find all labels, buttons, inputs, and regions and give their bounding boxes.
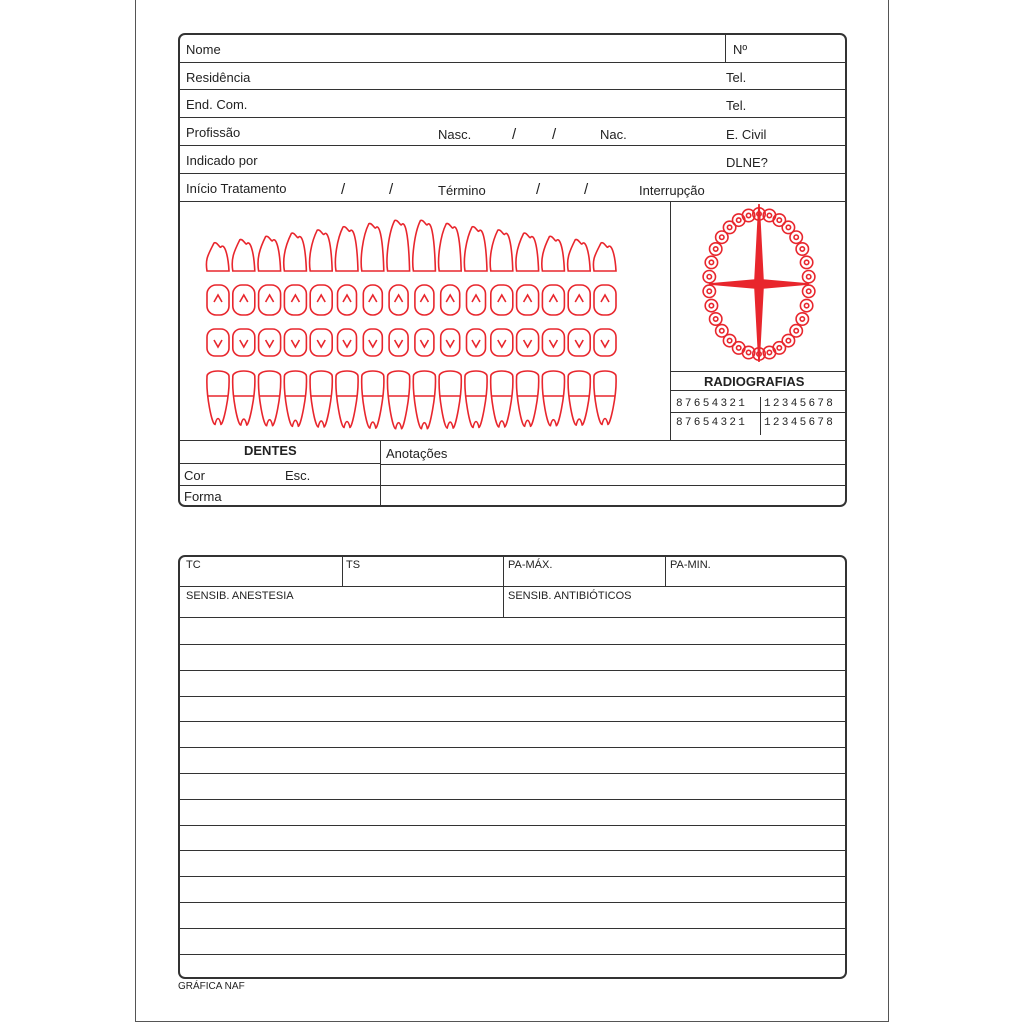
occlusal-groove [549, 295, 557, 302]
arch-tooth-center [727, 225, 731, 229]
lower-tooth-outline [542, 371, 564, 426]
exam-box [178, 555, 847, 979]
lower-tooth-outline [439, 371, 461, 428]
arch-tooth-center [709, 260, 713, 264]
lower-occlusal-outline [441, 329, 460, 356]
lower-occlusal-outline [415, 329, 434, 356]
arch-tooth [703, 271, 715, 283]
upper-tooth-outline [361, 223, 384, 271]
dentes-title: DENTES [244, 443, 297, 458]
occlusal-groove [291, 295, 299, 302]
occlusal-groove [369, 340, 377, 347]
occlusal-groove [343, 295, 351, 302]
upper-occlusal-outline [259, 285, 281, 315]
arch-tooth-center [707, 275, 711, 279]
arch-tooth-center [777, 218, 781, 222]
dlne-label: DLNE? [726, 155, 768, 170]
upper-occlusal-outline [389, 285, 408, 315]
patient-record-box [178, 33, 847, 507]
inicio-slash-1: / [341, 181, 346, 198]
anotacoes-label: Anotações [386, 446, 448, 461]
upper-occlusal-outline [441, 285, 460, 315]
arch-tooth [800, 299, 812, 311]
tel-residencia-label: Tel. [726, 70, 747, 85]
termino-slash-2: / [584, 181, 589, 198]
lower-tooth-outline [594, 371, 616, 425]
lower-tooth-outline [568, 371, 590, 425]
arch-tooth [710, 243, 722, 255]
upper-tooth-outline [490, 230, 513, 271]
upper-tooth-outline [206, 243, 229, 271]
cor-label: Cor [184, 468, 205, 483]
arch-tooth-center [714, 247, 718, 251]
lower-occlusal-outline [259, 329, 281, 356]
occlusal-groove [472, 340, 480, 347]
arch-tooth [796, 313, 808, 325]
upper-occlusal-outline [491, 285, 513, 315]
arch-tooth [800, 256, 812, 268]
nac-label: Nac. [600, 127, 627, 142]
occlusal-groove [395, 295, 403, 302]
lower-tooth-outline [387, 371, 409, 429]
indicado-por-label: Indicado por [186, 153, 258, 168]
arch-tooth [716, 325, 728, 337]
arch-tooth-center [794, 329, 798, 333]
lower-tooth-outline [310, 371, 332, 427]
lower-occlusal-outline [207, 329, 229, 356]
pa-min-label: PA-MIN. [670, 559, 711, 571]
arch-tooth-center [807, 275, 811, 279]
occlusal-groove [420, 295, 428, 302]
occlusal-groove [317, 295, 325, 302]
upper-occlusal-outline [568, 285, 590, 315]
occlusal-groove [601, 340, 609, 347]
e-civil-label: E. Civil [726, 127, 767, 142]
upper-occlusal-outline [233, 285, 255, 315]
lower-tooth-outline [491, 371, 513, 427]
radiografia-lower-right: 12345678 [764, 417, 836, 429]
end-com-label: End. Com. [186, 97, 248, 112]
arch-tooth-center [786, 225, 790, 229]
lower-tooth-outline [413, 371, 435, 429]
occlusal-groove [395, 340, 403, 347]
lower-tooth-outline [207, 371, 229, 425]
arch-tooth-center [794, 235, 798, 239]
arch-tooth [705, 299, 717, 311]
occlusal-groove [446, 340, 454, 347]
ts-label: TS [346, 559, 361, 571]
occlusal-groove [524, 295, 532, 302]
lower-occlusal-outline [389, 329, 408, 356]
arch-tooth-center [707, 289, 711, 293]
esc-label: Esc. [285, 468, 311, 483]
occlusal-groove [472, 295, 480, 302]
lower-tooth-outline [284, 371, 306, 426]
arch-tooth-center [807, 289, 811, 293]
nasc-slash-2: / [552, 126, 557, 143]
arch-tooth-center [804, 260, 808, 264]
upper-tooth-outline [439, 223, 462, 271]
occlusal-groove [420, 340, 428, 347]
arch-tooth-center [714, 317, 718, 321]
tc-label: TC [186, 559, 201, 571]
residencia-label: Residência [186, 70, 251, 85]
occlusal-groove [601, 295, 609, 302]
arch-tooth-center [737, 218, 741, 222]
upper-tooth-outline [232, 239, 255, 271]
upper-occlusal-outline [310, 285, 332, 315]
occlusal-groove [214, 340, 222, 347]
inicio-tratamento-label: Início Tratamento [186, 181, 287, 196]
lower-tooth-outline [233, 371, 255, 425]
arch-tooth [803, 271, 815, 283]
occlusal-groove [343, 340, 351, 347]
arch-tooth [703, 285, 715, 297]
upper-occlusal-outline [594, 285, 616, 315]
arch-tooth-center [720, 235, 724, 239]
forma-label: Forma [184, 489, 222, 504]
upper-tooth-outline [542, 236, 565, 271]
upper-tooth-outline [593, 243, 616, 271]
radiografia-upper-left: 87654321 [676, 398, 748, 410]
occlusal-groove [317, 340, 325, 347]
arch-tooth-center [746, 213, 750, 217]
printer-credit: GRÁFICA NAF [178, 981, 245, 992]
occlusal-groove [498, 295, 506, 302]
arch-tooth-center [804, 303, 808, 307]
sensib-anestesia-label: SENSIB. ANESTESIA [186, 590, 294, 602]
arch-tooth-center [709, 303, 713, 307]
upper-occlusal-outline [363, 285, 382, 315]
lower-occlusal-outline [491, 329, 513, 356]
upper-tooth-outline [568, 239, 591, 271]
arch-tooth-center [737, 346, 741, 350]
nome-label: Nome [186, 42, 221, 57]
lower-occlusal-outline [363, 329, 382, 356]
lower-occlusal-outline [568, 329, 590, 356]
occlusal-groove [498, 340, 506, 347]
upper-occlusal-outline [467, 285, 486, 315]
lower-tooth-outline [516, 371, 538, 426]
sensib-antibioticos-label: SENSIB. ANTIBIÓTICOS [508, 590, 632, 602]
arch-tooth-center [767, 350, 771, 354]
lower-occlusal-outline [284, 329, 306, 356]
upper-occlusal-outline [517, 285, 539, 315]
lower-occlusal-outline [594, 329, 616, 356]
upper-occlusal-outline [284, 285, 306, 315]
arch-tooth-center [727, 338, 731, 342]
lower-occlusal-outline [233, 329, 255, 356]
upper-occlusal-outline [542, 285, 564, 315]
arch-tooth [705, 256, 717, 268]
arch-tooth-center [800, 247, 804, 251]
arch-tooth [796, 243, 808, 255]
arch-tooth-center [800, 317, 804, 321]
lower-tooth-outline [258, 371, 280, 426]
numero-label: Nº [733, 42, 748, 57]
occlusal-groove [575, 340, 583, 347]
arch-tooth [710, 313, 722, 325]
arch-tooth-center [746, 350, 750, 354]
radiografias-title: RADIOGRAFIAS [704, 374, 805, 389]
occlusal-groove [291, 340, 299, 347]
nasc-slash-1: / [512, 126, 517, 143]
lower-occlusal-outline [310, 329, 332, 356]
lower-occlusal-outline [338, 329, 357, 356]
arch-tooth-center [720, 329, 724, 333]
occlusal-groove [549, 340, 557, 347]
occlusal-groove [266, 340, 274, 347]
occlusal-groove [575, 295, 583, 302]
arch-tooth [790, 231, 802, 243]
upper-tooth-outline [413, 220, 436, 271]
upper-tooth-outline [310, 230, 333, 271]
interrupcao-label: Interrupção [639, 183, 705, 198]
tel-comercial-label: Tel. [726, 98, 747, 113]
arch-tooth [803, 285, 815, 297]
upper-tooth-outline [516, 233, 539, 271]
upper-tooth-outline [258, 236, 281, 271]
lower-occlusal-outline [542, 329, 564, 356]
lower-tooth-outline [465, 371, 487, 428]
lower-occlusal-outline [467, 329, 486, 356]
occlusal-groove [369, 295, 377, 302]
occlusal-groove [266, 295, 274, 302]
radiografia-upper-right: 12345678 [764, 398, 836, 410]
termino-label: Término [438, 183, 486, 198]
dental-arch-diagram [671, 202, 847, 371]
inicio-slash-2: / [389, 181, 394, 198]
arch-tooth-center [786, 338, 790, 342]
profissao-label: Profissão [186, 125, 241, 140]
upper-tooth-outline [387, 220, 410, 271]
occlusal-groove [240, 340, 248, 347]
occlusal-groove [524, 340, 532, 347]
nasc-label: Nasc. [438, 127, 472, 142]
occlusal-groove [214, 295, 222, 302]
upper-occlusal-outline [207, 285, 229, 315]
upper-occlusal-outline [415, 285, 434, 315]
lower-occlusal-outline [517, 329, 539, 356]
arch-tooth-center [777, 346, 781, 350]
upper-tooth-outline [464, 227, 487, 271]
arch-tooth-center [767, 213, 771, 217]
lower-tooth-outline [336, 371, 358, 428]
upper-occlusal-outline [338, 285, 357, 315]
pa-max-label: PA-MÁX. [508, 559, 553, 571]
occlusal-groove [446, 295, 454, 302]
occlusal-groove [240, 295, 248, 302]
termino-slash-1: / [536, 181, 541, 198]
radiografia-lower-left: 87654321 [676, 417, 748, 429]
upper-tooth-outline [335, 227, 358, 271]
lower-tooth-outline [362, 371, 384, 428]
upper-tooth-outline [284, 233, 307, 271]
tooth-chart-diagram [180, 201, 670, 440]
